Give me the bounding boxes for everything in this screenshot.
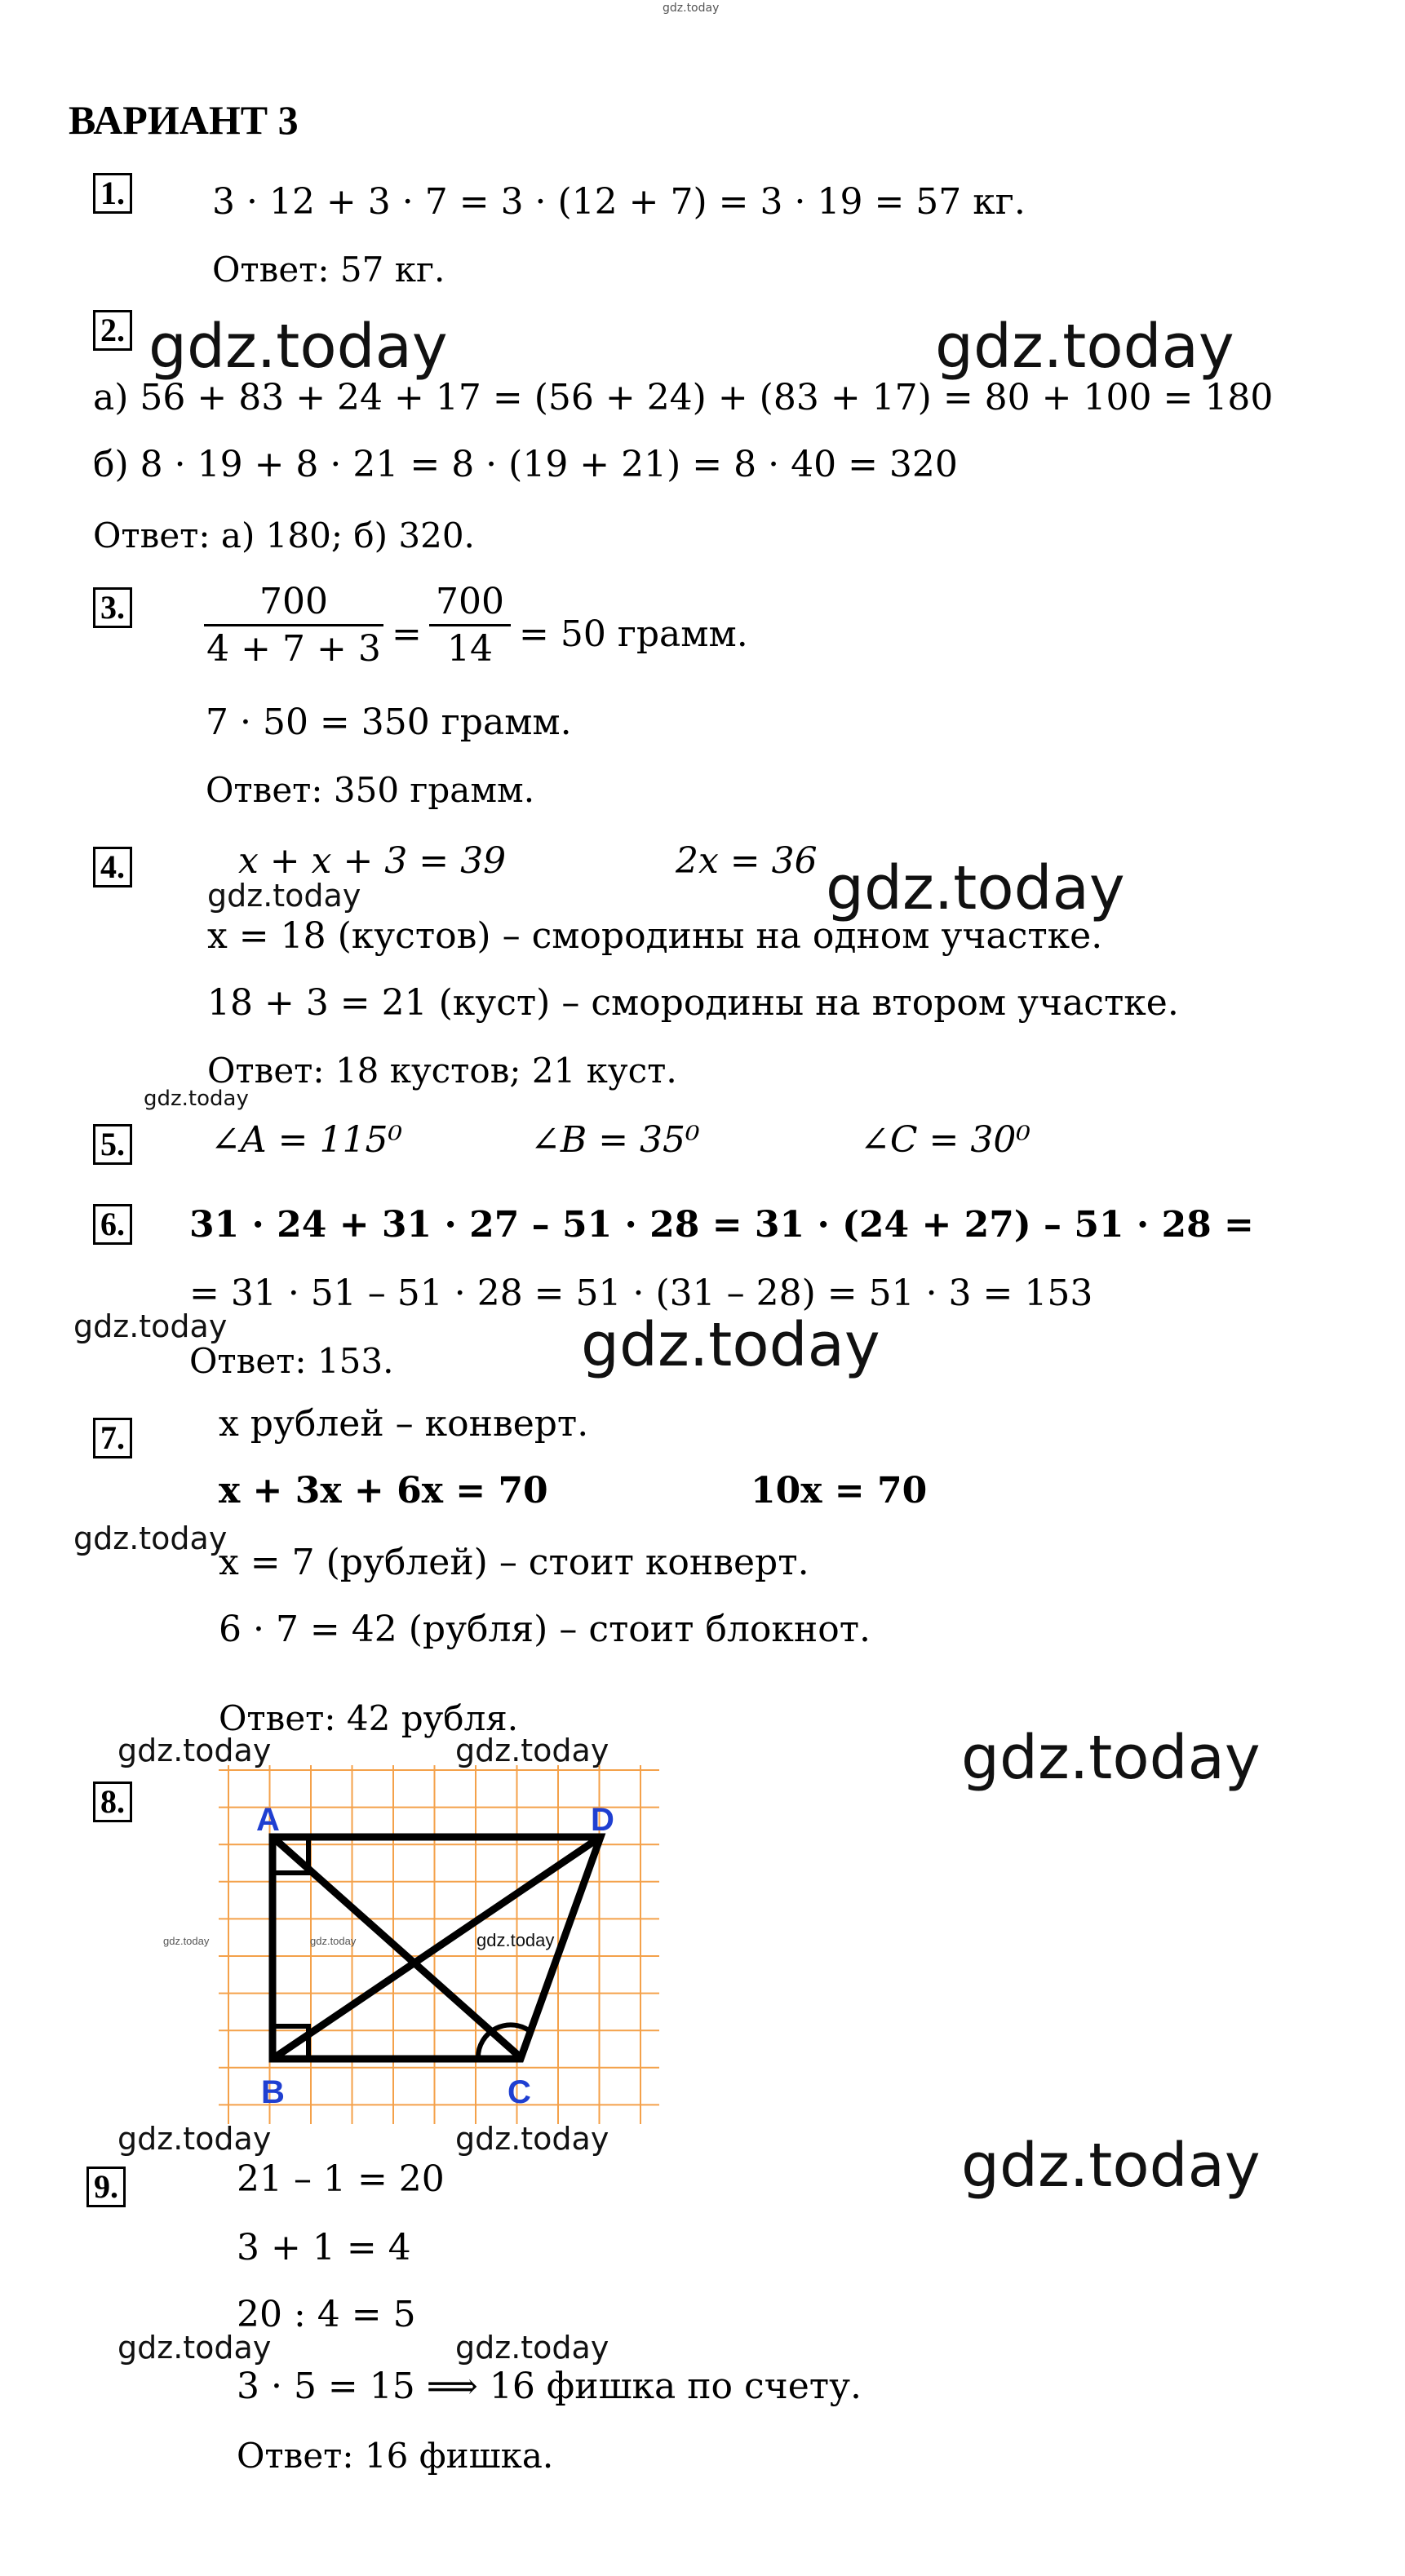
task-2-answer: Ответ: а) 180; б) 320. [93,516,475,555]
task-number-7: 7. [93,1418,132,1458]
task-7-line-4: 6 · 7 = 42 (рубля) – стоит блокнот. [219,1609,871,1650]
task-number-4: 4. [93,847,132,887]
fraction-denominator: 4 + 7 + 3 [206,628,381,670]
task-7-line-1: x рублей – конверт. [219,1403,589,1445]
task-4-line-2: x = 18 (кустов) – смородины на одном участке. [207,915,1103,957]
task-5-angle-c: ∠C = 30⁰ [860,1119,1030,1161]
task-3-equals: = [392,613,422,655]
vertex-label-b: B [261,2074,285,2110]
task-6-answer: Ответ: 153. [189,1341,394,1381]
fraction-numerator: 700 [259,581,328,622]
task-3-answer: Ответ: 350 грамм. [206,770,535,810]
task-7-equation-2: 10x = 70 [751,1470,928,1512]
task-number-3: 3. [93,587,132,628]
watermark: gdz.today [663,2,720,15]
watermark: gdz.today [117,1733,272,1768]
watermark: gdz.today [117,2330,272,2366]
task-number-9: 9. [86,2167,126,2207]
watermark: gdz.today [581,1310,880,1380]
watermark: gdz.today [455,2330,609,2366]
watermark: gdz.today [961,2131,1261,2201]
task-9-line-2: 3 + 1 = 4 [237,2227,411,2268]
task-2-part-a: а) 56 + 83 + 24 + 17 = (56 + 24) + (83 + 17) = 80 + 100 = 180 [93,377,1274,418]
watermark: gdz.today [73,1308,228,1344]
watermark: gdz.today [144,1087,249,1111]
watermark: gdz.today [310,1935,357,1947]
page-title: ВАРИАНТ 3 [69,97,299,143]
task-6-line-1: 31 · 24 + 31 · 27 – 51 · 28 = 31 · (24 + 27) – 51 · 28 = [189,1204,1254,1246]
task-3-fraction-1 [204,581,383,670]
task-5-angle-b: ∠B = 35⁰ [530,1119,700,1161]
watermark: gdz.today [163,1935,210,1947]
watermark: gdz.today [207,878,361,914]
task-number-2: 2. [93,310,132,351]
task-1-answer: Ответ: 57 кг. [212,250,445,290]
watermark: gdz.today [476,1930,555,1950]
task-9-line-3: 20 : 4 = 5 [237,2294,416,2335]
task-3-fraction-2 [429,581,511,670]
task-5-angle-a: ∠A = 115⁰ [211,1119,403,1161]
watermark: gdz.today [117,2121,272,2157]
task-3-line-2: 7 · 50 = 350 грамм. [206,702,572,743]
task-8-figure [163,1765,659,2124]
task-9-line-4: 3 · 5 = 15 ⟹ 16 фишка по счету. [237,2366,862,2407]
task-4-line-3: 18 + 3 = 21 (куст) – смородины на втором участке. [207,982,1179,1024]
task-3-result: = 50 грамм. [519,613,748,655]
task-4-answer: Ответ: 18 кустов; 21 куст. [207,1051,677,1091]
vertex-label-d: D [591,1802,614,1838]
watermark: gdz.today [935,312,1234,382]
fraction-denominator: 14 [447,628,493,670]
task-4-equation-1: x + x + 3 = 39 [238,840,507,882]
fraction-bar [204,624,383,626]
task-7-answer: Ответ: 42 рубля. [219,1698,519,1738]
watermark: gdz.today [455,2121,609,2157]
task-4-equation-2: 2x = 36 [676,840,818,882]
task-7-equation-1: x + 3x + 6x = 70 [219,1470,548,1512]
watermark: gdz.today [73,1520,228,1556]
task-number-6: 6. [93,1204,132,1245]
watermark: gdz.today [961,1723,1261,1793]
task-number-1: 1. [93,173,132,214]
vertex-label-a: A [256,1802,280,1838]
watermark: gdz.today [455,1733,609,1768]
task-number-8: 8. [93,1782,132,1822]
task-2-part-b: б) 8 · 19 + 8 · 21 = 8 · (19 + 21) = 8 · 40 = 320 [93,444,958,485]
task-9-line-1: 21 – 1 = 20 [237,2158,445,2200]
watermark: gdz.today [148,312,448,382]
task-1-solution: 3 · 12 + 3 · 7 = 3 · (12 + 7) = 3 · 19 = 57 кг. [212,181,1026,223]
fraction-numerator: 700 [436,581,504,622]
watermark: gdz.today [826,853,1125,923]
vertex-label-c: C [507,2074,531,2110]
task-7-line-3: x = 7 (рублей) – стоит конверт. [219,1542,809,1583]
task-6-line-2: = 31 · 51 – 51 · 28 = 51 · (31 – 28) = 51 · 3 = 153 [189,1273,1093,1314]
fraction-bar [429,624,511,626]
task-9-answer: Ответ: 16 фишка. [237,2436,554,2476]
task-number-5: 5. [93,1124,132,1165]
